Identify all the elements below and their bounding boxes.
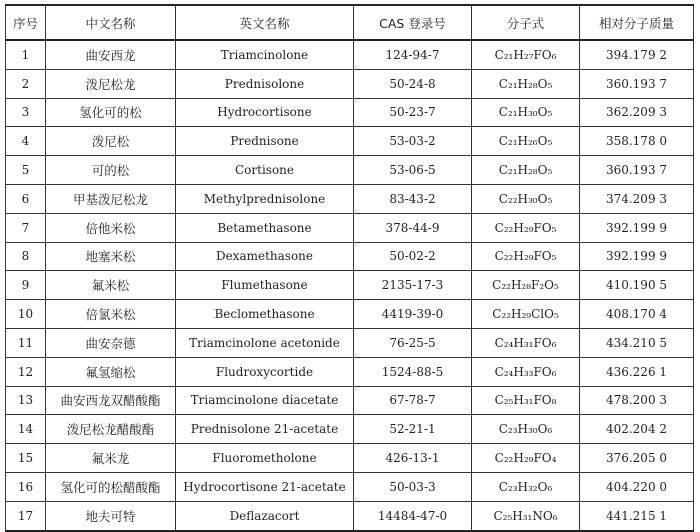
cell-no: 11 <box>6 328 46 357</box>
cell-cn-name: 曲安西龙 <box>46 40 176 69</box>
cell-formula: C₂₁H₃₀O₅ <box>472 98 580 127</box>
header-no: 序号 <box>6 5 46 40</box>
cell-cas: 50-24-8 <box>354 69 472 98</box>
table-row <box>6 69 694 98</box>
document-page <box>5 4 693 524</box>
cell-no: 1 <box>6 40 46 69</box>
table-body <box>6 40 694 531</box>
table-row <box>6 501 694 530</box>
cell-no: 10 <box>6 300 46 329</box>
cell-cas: 50-03-3 <box>354 472 472 501</box>
cell-en-name: Prednisolone <box>176 69 354 98</box>
cell-mw: 441.215 1 <box>580 501 694 530</box>
cell-cas: 4419-39-0 <box>354 300 472 329</box>
cell-cas: 14484-47-0 <box>354 501 472 530</box>
cell-mw: 402.204 2 <box>580 415 694 444</box>
cell-formula: C₂₁H₂₇FO₆ <box>472 40 580 69</box>
cell-mw: 392.199 9 <box>580 242 694 271</box>
table-header <box>6 5 694 40</box>
cell-no: 16 <box>6 472 46 501</box>
cell-mw: 376.205 0 <box>580 444 694 473</box>
table-row <box>6 242 694 271</box>
cell-cas: 76-25-5 <box>354 328 472 357</box>
table-row <box>6 40 694 69</box>
table-row <box>6 271 694 300</box>
table-row <box>6 328 694 357</box>
cell-mw: 358.178 0 <box>580 127 694 156</box>
cell-no: 14 <box>6 415 46 444</box>
cell-formula: C₂₂H₂₉FO₅ <box>472 213 580 242</box>
cell-en-name: Flumethasone <box>176 271 354 300</box>
cell-cn-name: 氟氢缩松 <box>46 357 176 386</box>
header-cas: CAS 登录号 <box>354 5 472 40</box>
cell-mw: 374.209 3 <box>580 184 694 213</box>
cell-cn-name: 地夫可特 <box>46 501 176 530</box>
table-row <box>6 472 694 501</box>
cell-en-name: Triamcinolone diacetate <box>176 386 354 415</box>
cell-en-name: Prednisone <box>176 127 354 156</box>
cell-en-name: Fluorometholone <box>176 444 354 473</box>
header-en-name: 英文名称 <box>176 5 354 40</box>
table-row <box>6 213 694 242</box>
cell-cas: 53-06-5 <box>354 156 472 185</box>
cell-mw: 436.226 1 <box>580 357 694 386</box>
cell-cn-name: 地塞米松 <box>46 242 176 271</box>
cell-mw: 362.209 3 <box>580 98 694 127</box>
cell-mw: 360.193 7 <box>580 69 694 98</box>
cell-cn-name: 氟米松 <box>46 271 176 300</box>
cell-cn-name: 可的松 <box>46 156 176 185</box>
cell-formula: C₂₂H₂₉FO₅ <box>472 242 580 271</box>
cell-cn-name: 泼尼松 <box>46 127 176 156</box>
cell-no: 15 <box>6 444 46 473</box>
cell-no: 13 <box>6 386 46 415</box>
cell-no: 8 <box>6 242 46 271</box>
cell-cas: 2135-17-3 <box>354 271 472 300</box>
table-row <box>6 300 694 329</box>
cell-mw: 478.200 3 <box>580 386 694 415</box>
cell-formula: C₂₂H₂₈F₂O₅ <box>472 271 580 300</box>
cell-cas: 124-94-7 <box>354 40 472 69</box>
cell-mw: 410.190 5 <box>580 271 694 300</box>
cell-formula: C₂₃H₃₂O₆ <box>472 472 580 501</box>
cell-no: 5 <box>6 156 46 185</box>
cell-no: 4 <box>6 127 46 156</box>
cell-en-name: Hydrocortisone <box>176 98 354 127</box>
cell-no: 3 <box>6 98 46 127</box>
cell-en-name: Cortisone <box>176 156 354 185</box>
cell-en-name: Beclomethasone <box>176 300 354 329</box>
cell-formula: C₂₂H₂₉FO₄ <box>472 444 580 473</box>
cell-mw: 434.210 5 <box>580 328 694 357</box>
cell-cn-name: 泼尼松龙 <box>46 69 176 98</box>
cell-no: 6 <box>6 184 46 213</box>
cell-mw: 394.179 2 <box>580 40 694 69</box>
header-formula: 分子式 <box>472 5 580 40</box>
header-mw: 相对分子质量 <box>580 5 694 40</box>
cell-en-name: Betamethasone <box>176 213 354 242</box>
table-row <box>6 156 694 185</box>
cell-en-name: Triamcinolone <box>176 40 354 69</box>
compound-table <box>5 4 694 532</box>
cell-cn-name: 甲基泼尼松龙 <box>46 184 176 213</box>
cell-cas: 1524-88-5 <box>354 357 472 386</box>
cell-en-name: Deflazacort <box>176 501 354 530</box>
cell-cas: 83-43-2 <box>354 184 472 213</box>
header-row <box>6 5 694 40</box>
cell-formula: C₂₄H₃₃FO₆ <box>472 357 580 386</box>
cell-formula: C₂₅H₃₁NO₆ <box>472 501 580 530</box>
cell-no: 9 <box>6 271 46 300</box>
cell-en-name: Dexamethasone <box>176 242 354 271</box>
cell-formula: C₂₁H₂₈O₅ <box>472 156 580 185</box>
table-row <box>6 386 694 415</box>
table-row <box>6 357 694 386</box>
cell-formula: C₂₂H₃₀O₅ <box>472 184 580 213</box>
cell-formula: C₂₂H₂₉ClO₅ <box>472 300 580 329</box>
cell-cn-name: 氢化可的松醋酸酯 <box>46 472 176 501</box>
cell-no: 7 <box>6 213 46 242</box>
header-cn-name: 中文名称 <box>46 5 176 40</box>
cell-formula: C₂₅H₃₁FO₈ <box>472 386 580 415</box>
cell-cn-name: 泼尼松龙醋酸酯 <box>46 415 176 444</box>
cell-cas: 50-23-7 <box>354 98 472 127</box>
cell-no: 2 <box>6 69 46 98</box>
cell-mw: 360.193 7 <box>580 156 694 185</box>
cell-cn-name: 曲安奈德 <box>46 328 176 357</box>
cell-en-name: Fludroxycortide <box>176 357 354 386</box>
cell-no: 17 <box>6 501 46 530</box>
cell-mw: 404.220 0 <box>580 472 694 501</box>
table-row <box>6 444 694 473</box>
table-row <box>6 184 694 213</box>
cell-en-name: Hydrocortisone 21-acetate <box>176 472 354 501</box>
table-row <box>6 98 694 127</box>
cell-cn-name: 倍他米松 <box>46 213 176 242</box>
cell-en-name: Methylprednisolone <box>176 184 354 213</box>
cell-cas: 53-03-2 <box>354 127 472 156</box>
cell-cn-name: 氢化可的松 <box>46 98 176 127</box>
cell-formula: C₂₁H₂₈O₅ <box>472 69 580 98</box>
cell-cn-name: 氟米龙 <box>46 444 176 473</box>
cell-cas: 378-44-9 <box>354 213 472 242</box>
cell-cn-name: 倍氯米松 <box>46 300 176 329</box>
cell-cas: 67-78-7 <box>354 386 472 415</box>
cell-cn-name: 曲安西龙双醋酸酯 <box>46 386 176 415</box>
cell-en-name: Prednisolone 21-acetate <box>176 415 354 444</box>
cell-cas: 52-21-1 <box>354 415 472 444</box>
cell-formula: C₂₁H₂₆O₅ <box>472 127 580 156</box>
table-row <box>6 415 694 444</box>
cell-formula: C₂₃H₃₀O₆ <box>472 415 580 444</box>
cell-en-name: Triamcinolone acetonide <box>176 328 354 357</box>
cell-formula: C₂₄H₃₁FO₆ <box>472 328 580 357</box>
cell-mw: 392.199 9 <box>580 213 694 242</box>
table-row <box>6 127 694 156</box>
cell-no: 12 <box>6 357 46 386</box>
cell-cas: 426-13-1 <box>354 444 472 473</box>
cell-mw: 408.170 4 <box>580 300 694 329</box>
cell-cas: 50-02-2 <box>354 242 472 271</box>
